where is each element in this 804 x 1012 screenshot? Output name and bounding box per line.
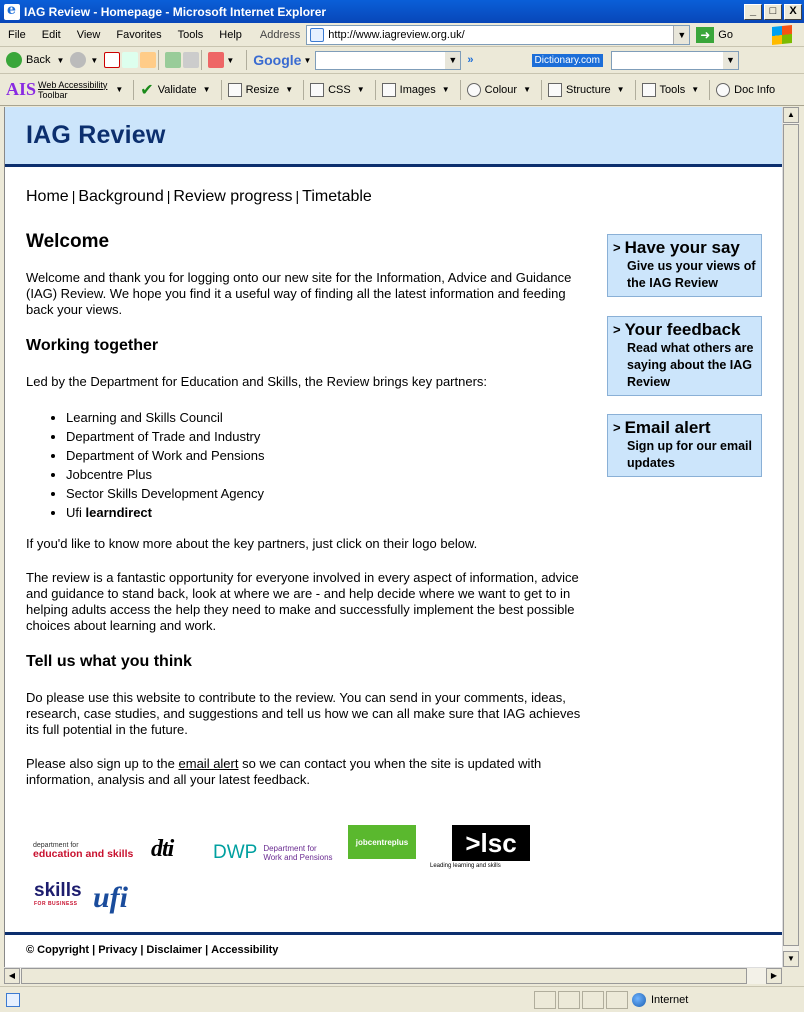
images-menu[interactable]: Images ▼: [382, 83, 450, 97]
skills-for-business-logo[interactable]: [34, 881, 82, 907]
status-cell: [606, 991, 628, 1009]
list-item: • Department of Work and Pensions: [66, 446, 596, 465]
have-your-say-title: [613, 238, 756, 258]
nav-divider: |: [295, 188, 300, 204]
toolbar-separator: [221, 80, 222, 100]
validate-menu[interactable]: ✔ Validate ▼: [140, 81, 211, 99]
menu-view[interactable]: View: [76, 28, 101, 41]
structure-label: Structure: [565, 83, 611, 96]
css-icon: [310, 83, 324, 97]
structure-menu[interactable]: Structure ▼: [548, 83, 625, 97]
toolbar-separator: [158, 50, 159, 70]
footer-divider: [5, 932, 782, 935]
status-cell: [582, 991, 604, 1009]
ie-icon: [4, 4, 20, 20]
list-item: • Sector Skills Development Agency: [66, 484, 596, 503]
menu-bar: [0, 23, 804, 47]
mail-icon[interactable]: [208, 52, 224, 68]
skills-sub-text: FOR BUSINESS: [34, 901, 78, 907]
status-text-cell: [22, 991, 532, 1009]
status-cell: [558, 991, 580, 1009]
scroll-left-icon[interactable]: ◀: [4, 968, 20, 984]
address-dropdown-icon[interactable]: ▼: [673, 26, 689, 44]
ais-label-line1: Web Accessibility: [38, 79, 108, 90]
palette-icon: [467, 83, 481, 97]
menu-favorites[interactable]: Favorites: [116, 28, 162, 41]
toolbar-separator: [133, 80, 134, 100]
minimize-button[interactable]: _: [744, 4, 762, 20]
scroll-thumb[interactable]: [783, 124, 799, 946]
dfes-big-text: education and skills: [33, 848, 134, 860]
nav-divider: |: [71, 188, 76, 204]
dwp-line1: Department for: [263, 844, 317, 853]
checkmark-icon: ✔: [140, 81, 154, 99]
menu-file[interactable]: File: [8, 28, 26, 41]
tell-us-heading: Tell us what you think: [26, 653, 192, 670]
nav-background[interactable]: Background: [78, 188, 164, 205]
status-bar: [0, 986, 804, 1012]
status-cell: [534, 991, 556, 1009]
zone-label: Internet: [651, 993, 689, 1006]
skills-text: skills: [34, 880, 82, 901]
learndirect-label: learndirect: [85, 505, 152, 520]
have-your-say-body: Give us your views of the IAG Review: [627, 259, 756, 290]
dictionary-input[interactable]: [611, 51, 739, 70]
dwp-logo[interactable]: [213, 842, 333, 864]
intro-paragraph: Welcome and thank you for logging onto our new site for the Information, Advice and Guidance (IAG) Review. We hope you find it a useful way of finding all the latest information and feeding back your views.: [26, 270, 572, 317]
history-icon[interactable]: [165, 52, 181, 68]
ais-label[interactable]: [38, 80, 107, 100]
colour-menu[interactable]: Colour ▼: [467, 83, 531, 97]
go-arrow-icon: ➜: [696, 27, 714, 43]
footer-copyright-link[interactable]: © Copyright: [26, 944, 90, 956]
email-alert-title: [613, 418, 756, 438]
window-title-bar: [0, 0, 804, 23]
security-zone: [632, 993, 688, 1007]
address-label: Address: [259, 28, 301, 41]
signup-suffix: so we can contact you when the site is updated with information, analysis and all your latest feedback.: [26, 756, 542, 787]
google-dropdown-icon[interactable]: ▼: [445, 52, 460, 69]
menu-edit[interactable]: Edit: [41, 28, 61, 41]
resize-label: Resize: [245, 83, 280, 96]
toolbar-separator: [303, 80, 304, 100]
your-feedback-box[interactable]: [607, 316, 762, 396]
your-feedback-title: [613, 320, 756, 340]
toolbar-separator: [460, 80, 461, 100]
page-viewport: [4, 107, 782, 967]
footer-divider-pipe: |: [205, 944, 209, 956]
image-icon: [382, 83, 396, 97]
list-item: • Learning and Skills Council: [66, 408, 596, 427]
resize-icon: [228, 83, 242, 97]
back-label: Back: [26, 54, 51, 66]
ufi-prefix: Ufi: [66, 505, 82, 520]
css-label: CSS: [328, 83, 351, 96]
nav-divider: |: [166, 188, 171, 204]
email-alert-body: Sign up for our email updates: [627, 439, 753, 470]
dictionary-button[interactable]: Dictionary.com: [532, 54, 603, 67]
footer-accessibility-link[interactable]: Accessibility: [211, 944, 279, 956]
doc-info-label: Doc Info: [734, 83, 776, 96]
horizontal-scrollbar[interactable]: [4, 967, 782, 984]
forward-button[interactable]: ▼: [70, 52, 98, 68]
dwp-name: [263, 844, 332, 862]
lsc-tagline: Leading learning and skills: [430, 863, 501, 869]
list-item: • Department of Trade and Industry: [66, 427, 596, 446]
arrow-icon: >: [613, 420, 621, 435]
validate-label: Validate: [157, 83, 197, 96]
go-button[interactable]: [696, 27, 733, 43]
tell-us-paragraph: Do please use this website to contribute to the review. You can send in your comments, ideas, research, case studies, and suggestions and tell us how we can all make sure that IAG achieves its full potential in the future.: [26, 690, 581, 737]
menu-help[interactable]: Help: [219, 28, 242, 41]
review-paragraph: The review is a fantastic opportunity for everyone involved in every aspect of information, advice and guidance to stand back, look at where we are - and help decide where we want to get to in helping adults access the help they need to make and successfully implement the best possible choices about learning and work.: [26, 570, 579, 633]
window-title: IAG Review - Homepage - Microsoft Internet Explorer: [24, 4, 327, 19]
site-banner: [5, 107, 782, 167]
ufi-logo[interactable]: ufi: [93, 881, 129, 914]
tools-label: Tools: [659, 83, 686, 96]
lsc-logo[interactable]: >lsc: [452, 825, 530, 861]
led-by-paragraph: Led by the Department for Education and Skills, the Review brings key partners:: [26, 374, 488, 389]
footer-divider-pipe: |: [140, 944, 144, 956]
footer-divider-pipe: |: [92, 944, 96, 956]
page-title: Welcome: [26, 231, 110, 252]
scroll-down-icon[interactable]: ▼: [783, 951, 799, 967]
accessibility-toolbar: AIS Web Accessibility Toolbar ▼ ✔ Validate ▼ Resize ▼ CSS ▼ Images ▼ Colour ▼ Structure ▼ Tools ▼ Doc Info: [0, 74, 804, 106]
email-alert-link[interactable]: email alert: [178, 756, 239, 771]
more-chevron-icon[interactable]: »: [467, 54, 474, 66]
structure-icon: [548, 83, 562, 97]
signup-paragraph: [26, 756, 596, 788]
dwp-line2: Work and Pensions: [263, 853, 333, 862]
address-url[interactable]: http://www.iagreview.org.uk/: [328, 28, 465, 41]
dictionary-dropdown-icon[interactable]: ▼: [723, 52, 738, 69]
nav-timetable[interactable]: Timetable: [302, 188, 372, 205]
colour-label: Colour: [484, 83, 518, 96]
list-item: • Jobcentre Plus: [66, 465, 596, 484]
refresh-icon[interactable]: [122, 52, 138, 68]
arrow-icon: >: [613, 322, 621, 337]
partners-list: [46, 408, 596, 522]
arrow-icon: >: [613, 240, 621, 255]
back-button[interactable]: Back ▼: [6, 52, 64, 68]
dwp-acronym: DWP: [213, 842, 258, 863]
home-icon[interactable]: [140, 52, 156, 68]
address-bar[interactable]: [306, 25, 690, 45]
dti-logo[interactable]: dti: [151, 836, 174, 862]
css-menu[interactable]: CSS ▼: [310, 83, 365, 97]
nav-review-progress[interactable]: Review progress: [173, 188, 293, 205]
email-alert-label: Email alert: [624, 418, 711, 437]
scroll-up-icon[interactable]: ▲: [783, 107, 799, 123]
go-label: Go: [718, 28, 733, 41]
toolbar-separator: [246, 50, 247, 70]
resize-menu[interactable]: Resize ▼: [228, 83, 294, 97]
toolbar-separator: [201, 50, 202, 70]
footer-disclaimer-link[interactable]: Disclaimer: [146, 944, 203, 956]
menu-tools[interactable]: Tools: [177, 28, 204, 41]
dfes-logo[interactable]: [33, 841, 133, 859]
google-search-input[interactable]: [315, 51, 461, 70]
windows-logo-icon: [772, 25, 792, 45]
ais-logo: AIS: [6, 79, 37, 99]
nav-home[interactable]: Home: [26, 188, 69, 205]
ais-label-line2: Toolbar: [38, 89, 68, 100]
jobcentre-plus-logo[interactable]: jobcentreplus: [348, 825, 416, 859]
hscroll-thumb[interactable]: [21, 968, 747, 984]
info-icon: [716, 83, 730, 97]
page-icon: [310, 28, 324, 42]
tools-menu[interactable]: Tools ▼: [642, 83, 700, 97]
doc-info-menu[interactable]: [716, 83, 775, 97]
stop-icon[interactable]: [104, 52, 120, 68]
have-your-say-box[interactable]: [607, 234, 762, 297]
footer-privacy-link[interactable]: Privacy: [98, 944, 138, 956]
list-item: [66, 503, 596, 522]
toolbar-separator: [375, 80, 376, 100]
toolbar-separator: [541, 80, 542, 100]
site-logo[interactable]: IAG Review: [26, 121, 166, 149]
globe-icon: [632, 993, 646, 1007]
print-icon[interactable]: [183, 52, 199, 68]
have-your-say-label: Have your say: [624, 238, 740, 257]
close-button[interactable]: X: [784, 4, 802, 20]
dfes-small-text: department for: [33, 842, 79, 849]
images-label: Images: [399, 83, 436, 96]
maximize-button[interactable]: □: [764, 4, 782, 20]
email-alert-box[interactable]: [607, 414, 762, 477]
tools-icon: [642, 83, 656, 97]
toolbar-separator: [635, 80, 636, 100]
vertical-scrollbar[interactable]: [782, 107, 799, 967]
working-together-heading: Working together: [26, 337, 159, 354]
back-arrow-icon: [6, 52, 22, 68]
scroll-right-icon[interactable]: ▶: [766, 968, 782, 984]
page-status-icon: [6, 993, 20, 1007]
footer: [26, 944, 278, 956]
google-logo[interactable]: Google: [253, 52, 302, 68]
main-nav: [26, 188, 372, 206]
toolbar-separator: [709, 80, 710, 100]
main-content: [26, 231, 596, 800]
logo-hint-paragraph: If you'd like to know more about the key partners, just click on their logo below.: [26, 536, 478, 551]
standard-toolbar: Back ▼ ▼ ▼ Google ▼ ▼ » Dictionary.com ▼: [0, 47, 804, 74]
signup-prefix: Please also sign up to the: [26, 756, 175, 771]
forward-arrow-icon: [70, 52, 86, 68]
your-feedback-label: Your feedback: [624, 320, 741, 339]
your-feedback-body: Read what others are saying about the IAG Review: [627, 341, 754, 389]
partner-logos: [26, 825, 586, 925]
